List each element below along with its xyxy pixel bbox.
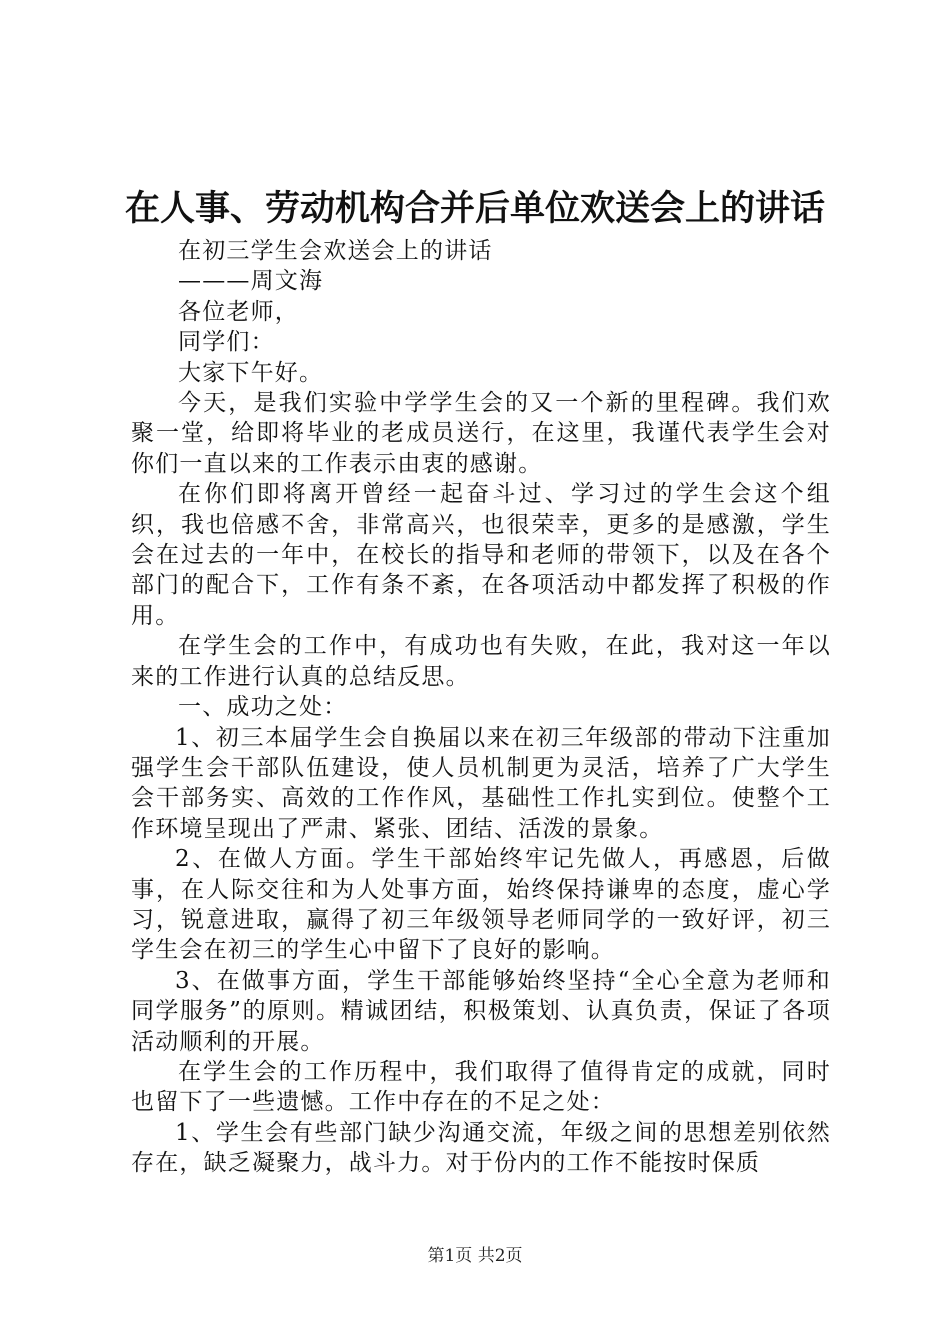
- list-item: 1、学生会有些部门缺少沟通交流，年级之间的思想差别依然存在，缺乏凝聚力，战斗力。对于份内的工作不能按时保质: [131, 1119, 831, 1177]
- page-number-footer: 第1页 共2页: [427, 1246, 523, 1266]
- paragraph-body: 今天，是我们实验中学学生会的又一个新的里程碑。我们欢聚一堂，给即将毕业的老成员送行，在这里，我谨代表学生会对你们一直以来的工作表示由衷的感谢。: [131, 390, 831, 477]
- list-item: 2、在做人方面。学生干部始终牢记先做人，再感恩，后做事，在人际交往和为人处事方面，始终保持谦卑的态度，虚心学习，锐意进取，赢得了初三年级领导老师同学的一致好评，初三学生会在初三的学生心中留下了良好的影响。: [131, 846, 831, 964]
- paragraph-author: ———周文海: [178, 268, 324, 295]
- list-item: 1、初三本届学生会自换届以来在初三年级部的带动下注重加强学生会干部队伍建设，使人员机制更为灵活，培养了广大学生会干部务实、高效的工作作风，基础性工作扎实到位。使整个工作环境呈现出了严肃、紧张、团结、活泼的景象。: [131, 724, 831, 842]
- paragraph-body: 在你们即将离开曾经一起奋斗过、学习过的学生会这个组织，我也倍感不舍，非常高兴，也很荣幸，更多的是感激，学生会在过去的一年中，在校长的指导和老师的带领下，以及在各个部门的配合下，工作有条不紊，在各项活动中都发挥了积极的作用。: [131, 481, 831, 629]
- paragraph-body: 在学生会的工作历程中，我们取得了值得肯定的成就，同时也留下了一些遗憾。工作中存在的不足之处：: [131, 1058, 831, 1116]
- paragraph-subtitle: 在初三学生会欢送会上的讲话: [178, 238, 493, 264]
- paragraph-salutation-students: 同学们：: [178, 329, 275, 356]
- paragraph-greeting: 大家下午好。: [178, 359, 324, 386]
- document-body: [131, 236, 831, 1179]
- list-item: 3、在做事方面，学生干部能够始终坚持“全心全意为老师和同学服务”的原则。精诚团结，积极策划、认真负责，保证了各项活动顺利的开展。: [131, 967, 831, 1055]
- section-heading: 一、成功之处：: [178, 694, 348, 721]
- document-title: 在人事、劳动机构合并后单位欢送会上的讲话: [124, 188, 825, 229]
- paragraph-salutation-teachers: 各位老师，: [178, 298, 299, 325]
- paragraph-body: 在学生会的工作中，有成功也有失败，在此，我对这一年以来的工作进行认真的总结反思。: [131, 633, 831, 690]
